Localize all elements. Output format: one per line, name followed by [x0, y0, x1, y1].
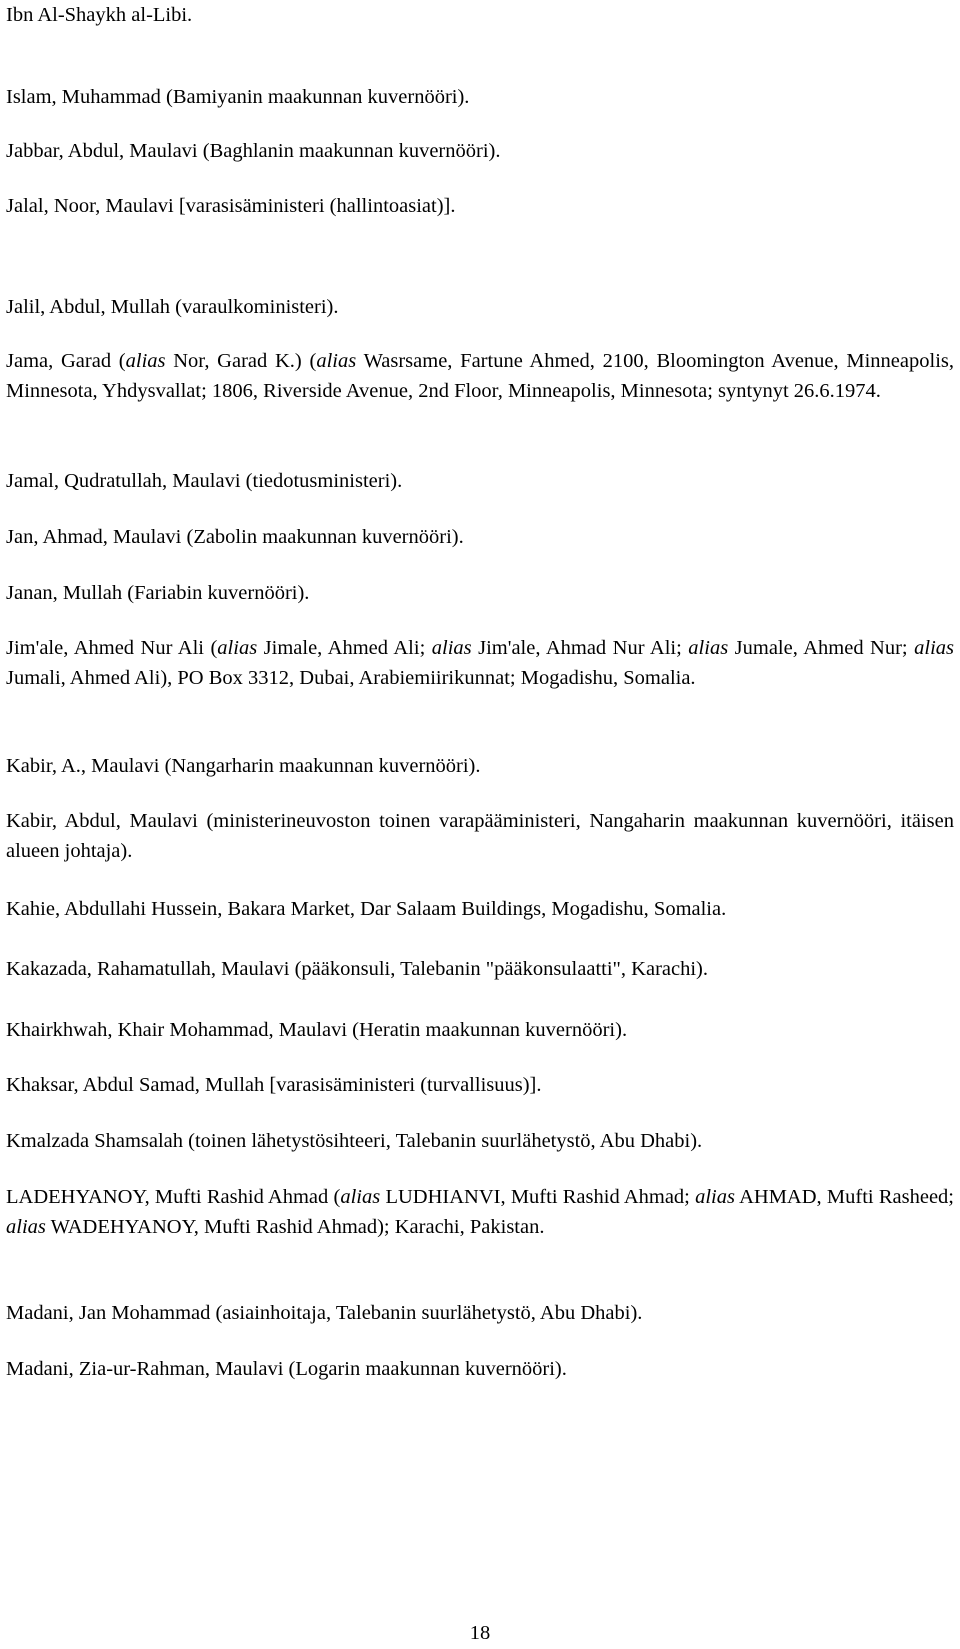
entry-text: LUDHIANVI, Mufti Rashid Ahmad; — [380, 1186, 696, 1208]
entry-text: Madani, Jan Mohammad (asiainhoitaja, Talebanin suurlähetystö, Abu Dhabi). — [6, 1302, 643, 1324]
entry-text: Khairkhwah, Khair Mohammad, Maulavi (Heratin maakunnan kuvernööri). — [6, 1019, 628, 1041]
list-entry — [6, 1070, 954, 1100]
entry-text: Jalal, Noor, Maulavi [varasisäministeri (hallintoasiat)]. — [6, 195, 456, 217]
entry-text: Ibn Al-Shaykh al-Libi. — [6, 4, 193, 26]
list-entry — [6, 0, 954, 30]
page-number: 18 — [469, 1622, 491, 1644]
alias-marker: alias — [316, 350, 357, 372]
list-entry — [6, 1354, 954, 1384]
entry-text: Janan, Mullah (Fariabin kuvernööri). — [6, 582, 310, 604]
entry-text: Jumali, Ahmed Ali), PO Box 3312, Dubai, Arabiemiirikunnat; Mogadishu, Somalia. — [6, 667, 696, 689]
list-entry — [6, 1015, 954, 1045]
entry-text: Jabbar, Abdul, Maulavi (Baghlanin maakunnan kuvernööri). — [6, 140, 501, 162]
list-entry — [6, 894, 954, 924]
alias-marker: alias — [914, 637, 954, 659]
alias-marker: alias — [695, 1186, 735, 1208]
alias-marker: alias — [217, 637, 258, 659]
list-entry — [6, 136, 954, 166]
entry-text: WADEHYANOY, Mufti Rashid Ahmad); Karachi, Pakistan. — [45, 1216, 545, 1238]
entry-text: Jan, Ahmad, Maulavi (Zabolin maakunnan kuvernööri). — [6, 526, 464, 548]
list-entry — [6, 954, 954, 984]
list-entry — [6, 1298, 954, 1328]
list-entry — [6, 466, 954, 496]
list-entry — [6, 191, 954, 221]
entry-text: Jama, Garad ( — [6, 350, 126, 372]
entry-text: Jamal, Qudratullah, Maulavi (tiedotusministeri). — [6, 470, 403, 492]
entry-text: Jimale, Ahmed Ali; — [257, 637, 432, 659]
entry-text: LADEHYANOY, Mufti Rashid Ahmad ( — [6, 1186, 341, 1208]
entry-text: Kabir, Abdul, Maulavi (ministerineuvoston toinen varapääministeri, Nangaharin maakunnan kuvernööri, itäisen alueen johtaja). — [6, 810, 954, 862]
list-entry — [6, 1126, 954, 1156]
entry-text: Jim'ale, Ahmed Nur Ali ( — [6, 637, 218, 659]
list-entry — [6, 1182, 954, 1242]
list-entry — [6, 82, 954, 112]
list-entry — [6, 806, 954, 866]
alias-marker: alias — [431, 637, 472, 659]
alias-marker: alias — [125, 350, 166, 372]
entry-text: Islam, Muhammad (Bamiyanin maakunnan kuvernööri). — [6, 86, 470, 108]
entry-text: Jalil, Abdul, Mullah (varaulkoministeri). — [6, 296, 339, 318]
entry-text: AHMAD, Mufti Rasheed; — [734, 1186, 954, 1208]
entry-text: Jumale, Ahmed Nur; — [728, 637, 915, 659]
list-entry — [6, 578, 954, 608]
entry-text: Khaksar, Abdul Samad, Mullah [varasisäministeri (turvallisuus)]. — [6, 1074, 542, 1096]
alias-marker: alias — [340, 1186, 381, 1208]
alias-marker: alias — [688, 637, 729, 659]
alias-marker: alias — [6, 1216, 46, 1238]
entry-text: Madani, Zia-ur-Rahman, Maulavi (Logarin maakunnan kuvernööri). — [6, 1358, 567, 1380]
list-entry — [6, 522, 954, 552]
list-entry — [6, 633, 954, 693]
entry-text: Nor, Garad K.) ( — [165, 350, 317, 372]
list-entry — [6, 751, 954, 781]
entry-text: Kahie, Abdullahi Hussein, Bakara Market, Dar Salaam Buildings, Mogadishu, Somalia. — [6, 898, 727, 920]
entry-text: Wasrsame, Fartune Ahmed, 2100, Bloomington Avenue, Minneapolis, Minnesota, Yhdysvallat; 1806, Riverside Avenue, 2nd Floor, Minneapolis, Minnesota; syntynyt 26.6.1974. — [6, 350, 954, 402]
list-entry — [6, 292, 954, 322]
entry-text: Kabir, A., Maulavi (Nangarharin maakunnan kuvernööri). — [6, 755, 481, 777]
entry-text: Jim'ale, Ahmad Nur Ali; — [471, 637, 689, 659]
entry-text: Kmalzada Shamsalah (toinen lähetystösihteeri, Talebanin suurlähetystö, Abu Dhabi). — [6, 1130, 703, 1152]
entry-text: Kakazada, Rahamatullah, Maulavi (pääkonsuli, Talebanin "pääkonsulaatti", Karachi). — [6, 958, 708, 980]
list-entry — [6, 346, 954, 406]
